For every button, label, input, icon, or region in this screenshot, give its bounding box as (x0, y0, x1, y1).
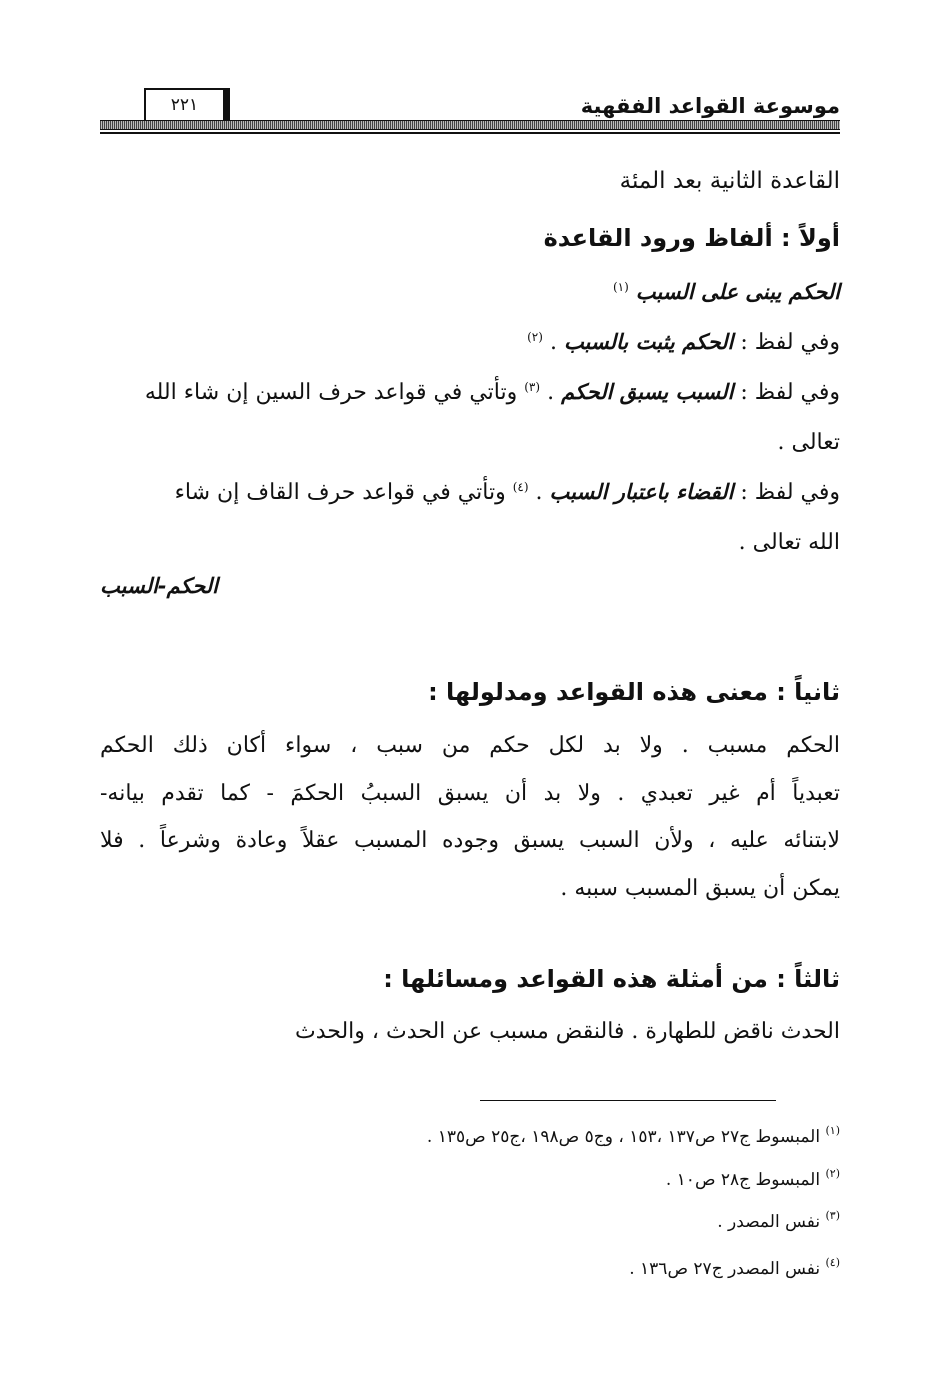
variant-3-suffix: وتأتي في قواعد حرف القاف إن شاء (174, 480, 513, 505)
variant-2-dot: . (547, 380, 562, 405)
variant-1 (100, 330, 840, 355)
section2-heading: ثانياً : معنى هذه القواعد ومدلولها : (428, 678, 840, 706)
variant-3-phrase: القضاء باعتبار السبب (549, 480, 734, 504)
meaning-line-2: تعبدياً أم غير تعبدي . ولا بد أن يسبق السببُ الحكمَ - كما تقدم بيانه- (100, 781, 840, 806)
variant-3-dot: . (535, 480, 550, 505)
meaning-line-1: الحكم مسبب . ولا بد لكل حكم من سبب ، سواء أكان ذلك الحكم (100, 733, 840, 758)
header-rule (100, 132, 840, 134)
variant-2-phrase: السبب يسبق الحكم (561, 380, 734, 404)
keywords: الحكم-السبب (100, 574, 219, 598)
variant-1-dot: . (549, 330, 564, 355)
section1-heading: أولاً : ألفاظ ورود القاعدة (543, 224, 840, 252)
footnote-4-number: (٤) (825, 1256, 840, 1269)
footnote-ref-2: (٢) (527, 330, 543, 344)
footnote-1 (427, 1124, 840, 1147)
footnote-3 (717, 1209, 840, 1232)
footnote-2-number: (٢) (825, 1167, 840, 1180)
footnote-separator (480, 1100, 776, 1101)
rule-title: القاعدة الثانية بعد المئة (619, 168, 840, 194)
variant-2-prefix: وفي لفظ : (733, 380, 840, 405)
rule-text: الحكم يبنى على السبب (635, 280, 840, 304)
meaning-line-4: يمكن أن يسبق المسبب سببه . (560, 876, 840, 901)
book-title: موسوعة القواعد الفقهية (580, 94, 840, 118)
footnote-ref-1: (١) (612, 280, 629, 294)
page-header (100, 86, 840, 136)
footnote-4-text: نفس المصدر ج٢٧ ص١٣٦ . (629, 1259, 826, 1279)
rule-statement (100, 280, 840, 305)
variant-1-phrase: الحكم يثبت بالسبب (563, 330, 734, 354)
footnote-1-number: (١) (825, 1124, 840, 1137)
examples-line-1: الحدث ناقض للطهارة . فالنقض مسبب عن الحدث ، والحدث (295, 1019, 840, 1044)
footnote-ref-4: (٤) (512, 480, 529, 494)
variant-3-prefix: وفي لفظ : (733, 480, 840, 505)
variant-1-prefix: وفي لفظ : (733, 330, 840, 355)
footnote-2 (666, 1167, 840, 1190)
footnote-4 (629, 1256, 840, 1279)
section3-heading: ثالثاً : من أمثلة هذه القواعد ومسائلها : (383, 965, 840, 993)
header-decorative-band (100, 120, 840, 130)
variant-3-continuation: الله تعالى . (738, 530, 840, 555)
page-number: ٢٢١ (144, 88, 230, 126)
variant-2 (100, 380, 840, 405)
footnote-1-text: المبسوط ج٢٧ ص١٣٧ ،١٥٣ ، وج٥ ص١٩٨ ،ج٢٥ ص١٣٥ . (426, 1127, 826, 1147)
variant-2-continuation: تعالى . (777, 430, 840, 455)
variant-2-suffix: وتأتي في قواعد حرف السين إن شاء الله (144, 380, 525, 405)
footnote-3-text: نفس المصدر . (717, 1212, 826, 1232)
variant-3 (100, 480, 840, 505)
footnote-3-number: (٣) (825, 1209, 840, 1222)
footnote-2-text: المبسوط ج٢٨ ص١٠ . (665, 1170, 826, 1190)
footnote-ref-3: (٣) (524, 380, 541, 394)
meaning-line-3: لابتنائه عليه ، ولأن السبب يسبق وجوده المسبب عقلاً وعادة وشرعاً . فلا (100, 828, 840, 853)
